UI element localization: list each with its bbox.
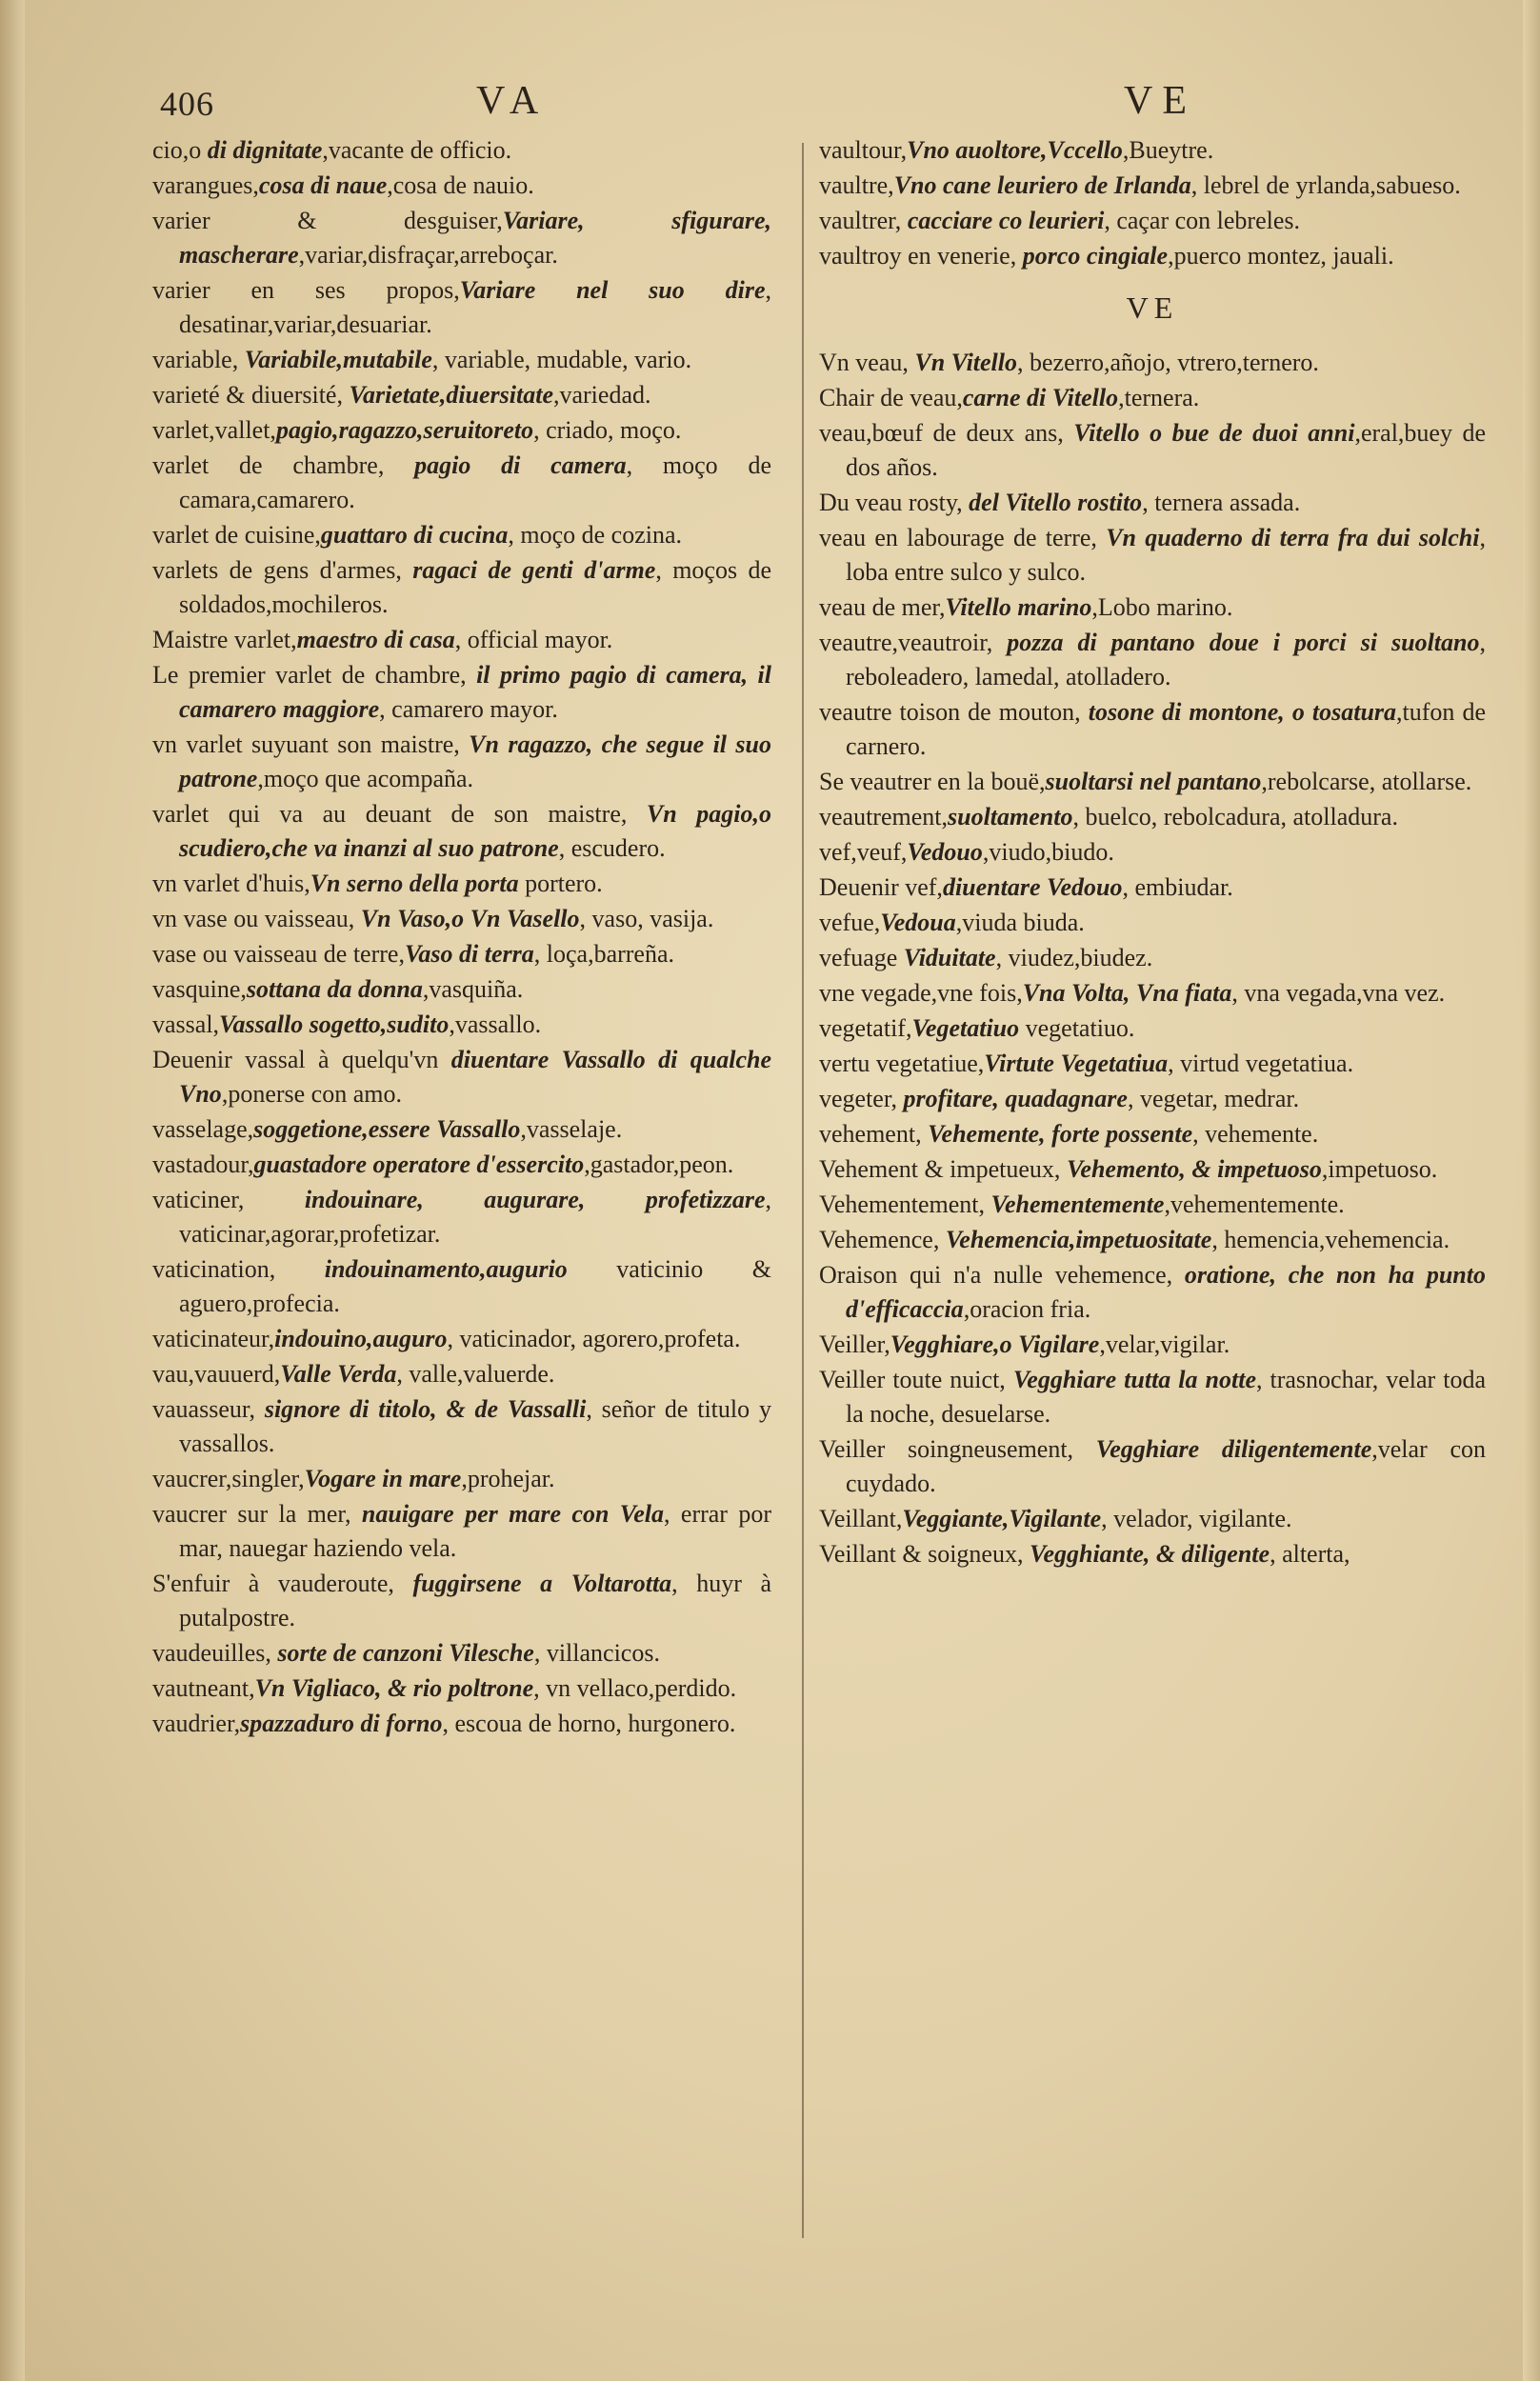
italian-translation: Vogare in mare	[304, 1465, 462, 1492]
spanish-translation: , alterta,	[1270, 1540, 1350, 1568]
spanish-translation: , moço de cozina.	[508, 521, 683, 549]
italian-translation: Vassallo sogetto,sudito	[219, 1010, 450, 1038]
dictionary-entry	[819, 906, 1486, 940]
spanish-translation: ,impetuoso.	[1321, 1155, 1438, 1183]
spanish-translation: , hemencia,vehemencia.	[1211, 1226, 1450, 1253]
spanish-translation: ,rebolcarse, atollarse.	[1261, 768, 1472, 795]
french-headword: vegeter,	[819, 1085, 904, 1112]
spanish-translation: , bezerro,añojo, vtrero,ternero.	[1017, 349, 1319, 376]
french-headword: Vn veau,	[819, 349, 915, 376]
dictionary-entry	[819, 1258, 1486, 1327]
french-headword: vasquine,	[152, 975, 247, 1003]
dictionary-entry	[819, 695, 1486, 764]
italian-translation: suoltamento	[948, 803, 1073, 830]
italian-translation: Vedoua	[880, 909, 956, 936]
italian-translation: nauigare per mare con Vela	[361, 1500, 665, 1528]
french-headword: vertu vegetatiue,	[819, 1050, 985, 1077]
dictionary-entry	[152, 658, 771, 727]
italian-translation: Vegghiare tutta la notte	[1012, 1366, 1256, 1393]
dictionary-entry	[819, 133, 1486, 168]
italian-translation: pozza di pantano doue i porci si suoltano	[1007, 629, 1480, 656]
spanish-translation: ,velar con cuydado.	[846, 1435, 1486, 1497]
italian-translation: Variare nel suo dire	[459, 276, 766, 304]
spanish-translation: , vna vegada,vna vez.	[1231, 979, 1446, 1007]
french-headword: vasselage,	[152, 1115, 254, 1143]
italian-translation: Vno cane leuriero de Irlanda	[893, 171, 1191, 199]
spanish-translation: , moços de soldados,mochileros.	[179, 556, 772, 618]
spanish-translation: , official mayor.	[454, 626, 613, 653]
spanish-translation: , trasnochar, velar toda la noche, desuelarse.	[846, 1366, 1486, 1428]
french-headword: Veiller,	[819, 1331, 890, 1358]
spanish-translation: ,velar,vigilar.	[1099, 1331, 1230, 1358]
dictionary-entry	[152, 1322, 771, 1356]
italian-translation: fuggirsene a Voltarotta	[412, 1570, 672, 1597]
french-headword: veautrement,	[819, 803, 948, 830]
dictionary-entry	[819, 521, 1486, 590]
italian-translation: signore di titolo, & de Vassalli	[264, 1395, 587, 1423]
italian-translation: maestro di casa	[296, 626, 455, 653]
spanish-translation: vaticinio & aguero,profecia.	[179, 1255, 771, 1317]
italian-translation: oratione, che non ha punto d'efficaccia	[846, 1261, 1486, 1323]
italian-translation: Vn Vaso,o Vn Vasello	[360, 905, 580, 932]
italian-translation: Vno auoltore,Vccello	[907, 136, 1123, 164]
spanish-translation: ,puerco montez, jauali.	[1168, 242, 1394, 270]
dictionary-entry	[819, 870, 1486, 905]
dictionary-entry	[152, 1252, 771, 1321]
dictionary-entry	[152, 204, 771, 272]
italian-translation: Virtute Vegetatiua	[984, 1050, 1169, 1077]
spanish-translation: ,vasselaje.	[520, 1115, 623, 1143]
right-column-entries	[819, 346, 1486, 1571]
dictionary-entry	[819, 1152, 1486, 1187]
french-headword: vaultre,	[819, 171, 894, 199]
dictionary-entry	[152, 1636, 771, 1671]
french-headword: vefue,	[819, 909, 881, 936]
french-headword: varlet,vallet,	[152, 416, 276, 444]
spanish-translation: ,gastador,peon.	[584, 1150, 734, 1178]
french-headword: Veillant & soigneux,	[819, 1540, 1030, 1568]
italian-translation: soggetione,essere Vassallo	[253, 1115, 521, 1143]
running-head-left: VA	[476, 79, 549, 123]
french-headword: vn vase ou vaisseau,	[152, 905, 361, 932]
dictionary-entry	[819, 416, 1486, 485]
dictionary-entry	[819, 800, 1486, 834]
italian-translation: Veggiante,Vigilante	[902, 1505, 1102, 1532]
italian-translation: Vitello o bue de duoi anni	[1073, 419, 1355, 447]
italian-translation: Vehemente, forte possente	[928, 1120, 1193, 1148]
dictionary-entry	[819, 835, 1486, 870]
dictionary-entry	[819, 765, 1486, 799]
french-headword: vaucrer sur la mer,	[152, 1500, 362, 1528]
dictionary-entry	[819, 1502, 1486, 1536]
italian-translation: guattaro di cucina	[320, 521, 509, 549]
french-headword: Le premier varlet de chambre,	[152, 661, 477, 689]
spanish-translation: , escudero.	[558, 834, 666, 862]
dictionary-entry	[819, 1537, 1486, 1571]
dictionary-entry	[819, 941, 1486, 975]
french-headword: vaticiner,	[152, 1186, 305, 1213]
french-headword: veau de mer,	[819, 593, 946, 621]
italian-translation: Valle Verda	[280, 1360, 397, 1388]
italian-translation: Vn serno della porta	[310, 870, 519, 897]
dictionary-entry	[152, 797, 771, 866]
italian-translation: Vna Volta, Vna fiata	[1022, 979, 1232, 1007]
italian-translation: Vehemento, & impetuoso	[1066, 1155, 1322, 1183]
french-headword: Vehemence,	[819, 1226, 946, 1253]
section-title: VE	[1126, 290, 1179, 325]
dictionary-entry	[152, 972, 771, 1007]
dictionary-entry	[152, 378, 771, 412]
spanish-translation: , viudez,biudez.	[995, 944, 1153, 971]
italian-translation: spazzaduro di forno	[240, 1710, 443, 1737]
spanish-translation: ,moço que acompaña.	[257, 765, 474, 792]
italian-translation: indouinamento,augurio	[324, 1255, 568, 1283]
italian-translation: Vegghiare diligentemente	[1095, 1435, 1372, 1463]
dictionary-entry	[152, 343, 771, 377]
italian-translation: Variabile,mutabile	[244, 346, 432, 373]
french-headword: varlet de cuisine,	[152, 521, 321, 549]
dictionary-entry	[819, 1328, 1486, 1362]
spanish-translation: , vaticinar,agorar,profetizar.	[179, 1186, 771, 1248]
french-headword: Deuenir vassal à quelqu'vn	[152, 1046, 451, 1073]
french-headword: S'enfuir à vauderoute,	[152, 1570, 413, 1597]
dictionary-entry	[152, 937, 771, 971]
dictionary-entry	[152, 518, 771, 552]
french-headword: varlets de gens d'armes,	[152, 556, 413, 584]
dictionary-entry	[819, 1082, 1486, 1116]
french-headword: vaultroy en venerie,	[819, 242, 1023, 270]
spanish-translation: , camarero mayor.	[379, 695, 558, 723]
dictionary-entry	[152, 273, 771, 342]
french-headword: Du veau rosty,	[819, 489, 970, 516]
spanish-translation: ,Lobo marino.	[1091, 593, 1233, 621]
spanish-translation: ,viudo,biudo.	[982, 838, 1114, 866]
dictionary-entry	[152, 1043, 771, 1111]
french-headword: varier & desguiser,	[152, 207, 503, 234]
spanish-translation: ,variar,disfraçar,arreboçar.	[298, 241, 558, 269]
french-headword: varlet de chambre,	[152, 451, 415, 479]
spanish-translation: , loça,barreña.	[533, 940, 675, 968]
dictionary-entry	[152, 867, 771, 901]
spanish-translation: ,cosa de nauio.	[387, 171, 534, 199]
dictionary-entry	[152, 1148, 771, 1182]
spanish-translation: ,ternera.	[1118, 384, 1200, 411]
italian-translation: Vn Vigliaco, & rio poltrone	[254, 1674, 534, 1702]
french-headword: varier en ses propos,	[152, 276, 460, 304]
spanish-translation: , buelco, rebolcadura, atolladura.	[1072, 803, 1398, 830]
french-headword: vaudeuilles,	[152, 1639, 278, 1667]
french-headword: vauasseur,	[152, 1395, 265, 1423]
italian-translation: Vn quaderno di terra fra dui solchi	[1106, 524, 1480, 551]
spanish-translation: , desatinar,variar,desuariar.	[179, 276, 771, 338]
spanish-translation: , criado, moço.	[533, 416, 682, 444]
page-edge-left	[0, 0, 25, 2381]
dictionary-entry	[819, 381, 1486, 415]
spanish-translation: , señor de titulo y vassallos.	[179, 1395, 771, 1457]
dictionary-entry	[819, 590, 1486, 625]
right-column	[819, 133, 1486, 1572]
spanish-translation: ,vassallo.	[449, 1010, 542, 1038]
running-head-right: VE	[1124, 79, 1196, 123]
dictionary-entry	[819, 1117, 1486, 1151]
spanish-translation: , caçar con lebreles.	[1104, 207, 1301, 234]
dictionary-entry	[819, 1432, 1486, 1501]
french-headword: veau en labourage de terre,	[819, 524, 1107, 551]
dictionary-entry	[819, 1363, 1486, 1431]
left-column	[152, 133, 771, 1742]
spanish-translation: , moço de camara,camarero.	[179, 451, 771, 513]
french-headword: vaticination,	[152, 1255, 325, 1283]
italian-translation: sorte de canzoni Vilesche	[277, 1639, 534, 1667]
spanish-translation: , velador, vigilante.	[1101, 1505, 1292, 1532]
italian-translation: carne di Vitello	[962, 384, 1119, 411]
dictionary-entry	[819, 1188, 1486, 1222]
french-headword: cio,o	[152, 136, 208, 164]
spanish-translation: , vn vellaco,perdido.	[533, 1674, 737, 1702]
spanish-translation: , vaso, vasija.	[579, 905, 714, 932]
dictionary-entry	[819, 486, 1486, 520]
italian-translation: Varietate,diuersitate	[349, 381, 553, 409]
french-headword: Deuenir vef,	[819, 873, 943, 901]
french-headword: veautre toison de mouton,	[819, 698, 1089, 726]
french-headword: vautneant,	[152, 1674, 255, 1702]
french-headword: Vehement & impetueux,	[819, 1155, 1067, 1183]
italian-translation: Vn ragazzo, che segue il suo patrone	[179, 730, 771, 792]
italian-translation: Viduitate	[903, 944, 996, 971]
italian-translation: ragaci de genti d'arme	[412, 556, 656, 584]
dictionary-entry	[152, 1567, 771, 1635]
spanish-translation: ,vehementemente.	[1164, 1190, 1345, 1218]
column-divider	[802, 143, 804, 2238]
dictionary-entry	[819, 626, 1486, 694]
spanish-translation: , errar por mar, nauegar haziendo vela.	[179, 1500, 771, 1562]
dictionary-entry	[152, 728, 771, 796]
dictionary-entry	[819, 169, 1486, 203]
dictionary-entry	[152, 1707, 771, 1741]
spanish-translation: ,vacante de officio.	[322, 136, 512, 164]
spanish-translation: portero.	[518, 870, 603, 897]
spanish-translation: , vehemente.	[1192, 1120, 1319, 1148]
spanish-translation: , valle,valuerde.	[396, 1360, 555, 1388]
french-headword: varlet qui va au deuant de son maistre,	[152, 800, 647, 828]
spanish-translation: ,oracion fria.	[963, 1295, 1091, 1323]
spanish-translation: ,vasquiña.	[422, 975, 524, 1003]
dictionary-entry	[152, 1671, 771, 1706]
italian-translation: pagio di camera	[414, 451, 627, 479]
dictionary-entry	[152, 133, 771, 168]
french-headword: vaticinateur,	[152, 1325, 275, 1352]
italian-translation: Vn Vitello	[914, 349, 1018, 376]
spanish-translation: , variable, mudable, vario.	[431, 346, 692, 373]
spanish-translation: , vaticinador, agorero,profeta.	[447, 1325, 741, 1352]
dictionary-entry	[152, 1183, 771, 1251]
french-headword: vn varlet suyuant son maistre,	[152, 730, 470, 758]
dictionary-entry	[152, 1392, 771, 1461]
page-number: 406	[160, 85, 214, 123]
dictionary-entry	[819, 1011, 1486, 1046]
french-headword: vaultour,	[819, 136, 908, 164]
french-headword: Oraison qui n'a nulle vehemence,	[819, 1261, 1185, 1289]
spanish-translation: ,variedad.	[552, 381, 651, 409]
italian-translation: Vn pagio,o scudiero,che va inanzi al suo patrone	[179, 800, 772, 862]
spanish-translation: , embiudar.	[1122, 873, 1233, 901]
french-headword: Maistre varlet,	[152, 626, 297, 653]
spanish-translation: ,eral,buey de dos años.	[846, 419, 1486, 481]
spanish-translation: ,Bueytre.	[1122, 136, 1214, 164]
italian-translation: indouinare, augurare, profetizzare	[304, 1186, 766, 1213]
french-headword: veau,bœuf de deux ans,	[819, 419, 1074, 447]
french-headword: Vehementement,	[819, 1190, 991, 1218]
italian-translation: diuentare Vedouo	[942, 873, 1123, 901]
dictionary-entry	[819, 239, 1486, 273]
french-headword: vehement,	[819, 1120, 929, 1148]
italian-translation: pagio,ragazzo,seruitoreto	[275, 416, 534, 444]
french-headword: varieté & diuersité,	[152, 381, 350, 409]
italian-translation: Vegghiare,o Vigilare	[890, 1331, 1100, 1358]
page-edge-right	[1523, 0, 1540, 2381]
dictionary-entry	[819, 1047, 1486, 1081]
french-headword: Veillant,	[819, 1505, 903, 1532]
spanish-translation: ,prohejar.	[461, 1465, 555, 1492]
french-headword: veautre,veautroir,	[819, 629, 1008, 656]
dictionary-entry	[152, 413, 771, 448]
italian-translation: Vedouo	[907, 838, 983, 866]
spanish-translation: , huyr à putalpostre.	[179, 1570, 771, 1631]
italian-translation: indouino,auguro	[274, 1325, 448, 1352]
italian-translation: diuentare Vassallo di qualche Vno	[179, 1046, 771, 1108]
italian-translation: Variare, sfigurare, mascherare	[179, 207, 771, 269]
spanish-translation: , ternera assada.	[1142, 489, 1301, 516]
french-headword: vase ou vaisseau de terre,	[152, 940, 405, 968]
right-column-top-entries	[819, 133, 1486, 273]
spanish-translation: vegetatiuo.	[1019, 1014, 1135, 1042]
french-headword: vegetatif,	[819, 1014, 912, 1042]
italian-translation: Vehementemente	[990, 1190, 1165, 1218]
italian-translation: cosa di naue	[258, 171, 388, 199]
french-headword: Chair de veau,	[819, 384, 963, 411]
italian-translation: Vegetatiuo	[911, 1014, 1020, 1042]
italian-translation: Vitello marino	[945, 593, 1092, 621]
italian-translation: tosone di montone, o tosatura	[1088, 698, 1397, 726]
italian-translation: Vehemencia,impetuositate	[945, 1226, 1212, 1253]
dictionary-entry	[152, 1112, 771, 1147]
french-headword: vn varlet d'huis,	[152, 870, 310, 897]
french-headword: vefuage	[819, 944, 904, 971]
spanish-translation: , loba entre sulco y sulco.	[846, 524, 1486, 586]
dictionary-entry	[152, 1462, 771, 1496]
italian-translation: il primo pagio di camera, il camarero maggiore	[179, 661, 771, 723]
dictionary-entry	[152, 623, 771, 657]
french-headword: vau,vauuerd,	[152, 1360, 281, 1388]
italian-translation: di dignitate	[207, 136, 323, 164]
french-headword: Veiller soingneusement,	[819, 1435, 1096, 1463]
french-headword: varangues,	[152, 171, 259, 199]
french-headword: vaudrier,	[152, 1710, 241, 1737]
spanish-translation: ,tufon de carnero.	[846, 698, 1486, 760]
french-headword: vaultrer,	[819, 207, 908, 234]
spanish-translation: , villancicos.	[533, 1639, 660, 1667]
italian-translation: del Vitello rostito	[969, 489, 1143, 516]
italian-translation: guastadore operatore d'essercito	[253, 1150, 585, 1178]
french-headword: vastadour,	[152, 1150, 254, 1178]
dictionary-entry	[152, 1357, 771, 1391]
dictionary-entry	[152, 449, 771, 517]
french-headword: vaucrer,singler,	[152, 1465, 305, 1492]
spanish-translation: , virtud vegetatiua.	[1168, 1050, 1354, 1077]
spanish-translation: , reboleadero, lamedal, atolladero.	[846, 629, 1486, 690]
dictionary-entry	[152, 1008, 771, 1042]
french-headword: variable,	[152, 346, 245, 373]
italian-translation: Vegghiante, & diligente	[1029, 1540, 1270, 1568]
dictionary-entry	[152, 553, 771, 622]
spanish-translation: ,ponerse con amo.	[221, 1080, 402, 1108]
french-headword: vassal,	[152, 1010, 220, 1038]
italian-translation: suoltarsi nel pantano	[1045, 768, 1262, 795]
dictionary-entry	[819, 1223, 1486, 1257]
dictionary-entry	[152, 1497, 771, 1566]
italian-translation: Vaso di terra	[404, 940, 534, 968]
spanish-translation: , escoua de horno, hurgonero.	[442, 1710, 736, 1737]
french-headword: vne vegade,vne fois,	[819, 979, 1023, 1007]
spanish-translation: , vegetar, medrar.	[1127, 1085, 1300, 1112]
spanish-translation: ,viuda biuda.	[955, 909, 1085, 936]
dictionary-entry	[152, 169, 771, 203]
french-headword: vef,veuf,	[819, 838, 908, 866]
dictionary-entry	[819, 346, 1486, 380]
page-header	[0, 76, 1540, 124]
italian-translation: profitare, quadagnare	[903, 1085, 1128, 1112]
spanish-translation: , lebrel de yrlanda,sabueso.	[1190, 171, 1461, 199]
italian-translation: porco cingiale	[1022, 242, 1169, 270]
dictionary-entry	[819, 976, 1486, 1010]
french-headword: Veiller toute nuict,	[819, 1366, 1013, 1393]
dictionary-entry	[152, 902, 771, 936]
italian-translation: cacciare co leurieri	[907, 207, 1105, 234]
dictionary-entry	[819, 204, 1486, 238]
french-headword: Se veautrer en la bouë,	[819, 768, 1046, 795]
italian-translation: sottana da donna	[246, 975, 423, 1003]
